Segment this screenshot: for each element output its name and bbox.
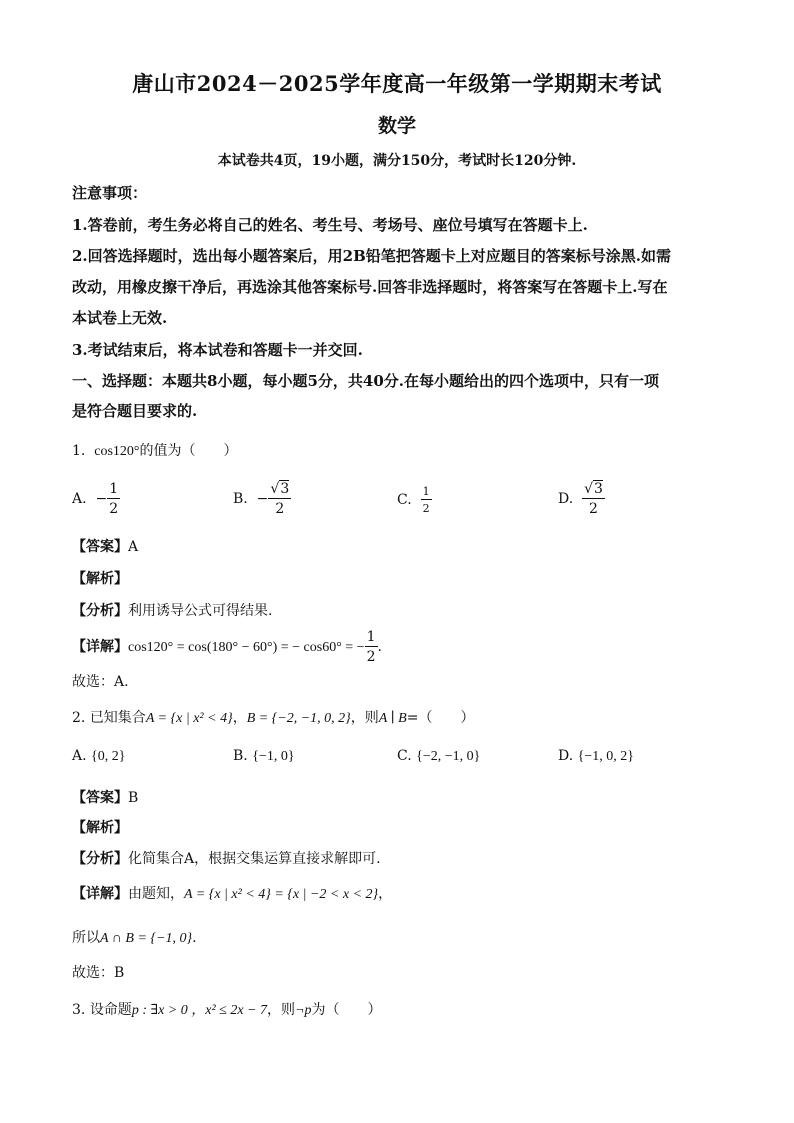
notice-item-2-line-3: 本试卷上无效. [72, 309, 168, 327]
answer-tag: 【答案】 [72, 790, 128, 806]
answer-value: A [128, 539, 139, 555]
question-expression: cos120° [94, 444, 140, 459]
q2-option-c[interactable] [397, 748, 480, 765]
section-1-heading-line-1: 一、选择题：本题共8小题，每小题5分，共40分.在每小题给出的四个选项中，只有一项 [72, 372, 659, 390]
separator: ， [232, 710, 247, 726]
fraction-denominator: 2 [589, 501, 598, 517]
set-b-expression: B = {−2, −1, 0, 2} [246, 711, 351, 726]
fraction-numerator: 1 [109, 481, 119, 497]
q1-option-b[interactable]: B. − $\frac{√3}{2}$ [233, 481, 290, 517]
notice-heading: 注意事项： [72, 184, 148, 202]
fraction-numerator: 1 [366, 629, 376, 645]
q2-detail [72, 883, 392, 903]
option-label: B. [233, 491, 248, 507]
detail-tag: 【详解】 [72, 639, 128, 655]
fenxi-text: 利用诱导公式可得结果. [128, 603, 273, 619]
question-text: =（ ） [406, 710, 475, 726]
option-value: {−1, 0, 2} [577, 749, 634, 764]
q1-option-c[interactable] [397, 486, 432, 514]
conclusion-expression: A ∩ B = {−1, 0} [100, 931, 193, 946]
option-value: {−2, −1, 0} [416, 749, 481, 764]
fraction-numerator: 1 [422, 485, 430, 498]
operation-expression: A ∣ B [378, 711, 407, 726]
q1-option-d[interactable]: D. $\frac{√3}{2}$ [558, 481, 603, 517]
q2-analysis-tag [72, 817, 128, 837]
fraction-denominator: 2 [275, 501, 285, 517]
answer-value: B [128, 790, 139, 806]
set-a-expression: A = {x | x² < 4} [145, 711, 233, 726]
notice-item-2-line-1: 2.回答选择题时，选出每小题答案后，用2B铅笔把答题卡上对应题目的答案标号涂黑.如需 [72, 247, 672, 265]
notice-item-2-line-2: 改动，用橡皮擦干净后，再选涂其他答案标号.回答非选择题时，将答案写在答题卡上.写在 [72, 278, 668, 296]
option-label: A. [72, 491, 87, 507]
question-2 [72, 707, 474, 727]
option-label: D. [558, 748, 574, 764]
question-number: 1. [72, 443, 86, 459]
question-text: 为（ ） [311, 1002, 382, 1018]
option-sign: − [256, 491, 269, 507]
option-value: {0, 2} [91, 749, 126, 764]
q1-choose: 故选：A. [72, 674, 129, 690]
option-label: D. [558, 491, 574, 507]
conclusion-text: 所以 [72, 930, 100, 946]
q2-answer [72, 787, 138, 807]
notice-item-3: 3.考试结束后，将本试卷和答题卡一并交回. [72, 341, 363, 359]
question-text: 设命题 [89, 1002, 132, 1018]
question-1 [72, 440, 238, 460]
analysis-tag: 【解析】 [72, 571, 128, 587]
proposition-expression: p : ∃x > 0 ，x² ≤ 2x − 7 [131, 1003, 267, 1018]
option-label: C. [397, 492, 412, 508]
detail-end: . [377, 639, 382, 655]
option-label: B. [233, 748, 248, 764]
exam-subject: 数学 [377, 115, 416, 137]
fenxi-text: 化简集合A，根据交集运算直接求解即可. [128, 851, 381, 867]
option-value: {−1, 0} [252, 749, 295, 764]
q1-option-a[interactable] [72, 482, 120, 516]
option-sign: − [95, 491, 108, 507]
analysis-tag: 【解析】 [72, 820, 128, 836]
notice-item-1: 1.答卷前，考生务必将自己的姓名、考生号、考场号、座位号填写在答题卡上. [72, 216, 588, 234]
question-number: 2. [72, 710, 86, 726]
negation-expression: ¬p [295, 1003, 312, 1018]
question-text: ，则 [350, 710, 379, 726]
q2-option-b[interactable] [233, 748, 295, 765]
section-1-heading-line-2: 是符合题目要求的. [72, 402, 198, 420]
question-number: 3. [72, 1002, 86, 1018]
q1-detail [72, 630, 382, 664]
question-text: 的值为（ ） [139, 443, 238, 459]
exam-title: 唐山市2024－2025学年度高一年级第一学期期末考试 [132, 71, 662, 96]
option-label: A. [72, 748, 87, 764]
conclusion-end: . [192, 930, 197, 946]
fraction-numerator: 3 [594, 481, 603, 497]
detail-end: ， [378, 886, 393, 902]
exam-info: 本试卷共4页，19小题，满分150分，考试时长120分钟. [217, 153, 577, 169]
question-3 [72, 999, 381, 1019]
q1-analysis-tag [72, 568, 128, 588]
fraction-denominator: 2 [109, 501, 119, 517]
question-text: ，则 [267, 1002, 295, 1018]
detail-tag: 【详解】 [72, 886, 128, 902]
option-label: C. [397, 748, 412, 764]
fraction-denominator: 2 [422, 502, 430, 515]
q2-fenxi [72, 848, 381, 868]
q2-option-a[interactable] [72, 748, 125, 765]
fraction-numerator: 3 [280, 481, 290, 497]
q2-conclusion [72, 927, 197, 947]
fenxi-tag: 【分析】 [72, 851, 128, 867]
detail-expression: cos120° = cos(180° − 60°) = − cos60° = − [128, 640, 365, 655]
detail-expression: A = {x | x² < 4} = {x | −2 < x < 2} [184, 887, 379, 902]
q1-answer [72, 536, 138, 556]
answer-tag: 【答案】 [72, 539, 128, 555]
q1-fenxi [72, 600, 272, 620]
q2-choose: 故选：B [72, 965, 125, 981]
detail-text: 由题知， [128, 886, 184, 902]
fraction-denominator: 2 [366, 649, 376, 665]
fenxi-tag: 【分析】 [72, 603, 128, 619]
q2-option-d[interactable] [558, 748, 634, 765]
question-text: 已知集合 [89, 710, 146, 726]
